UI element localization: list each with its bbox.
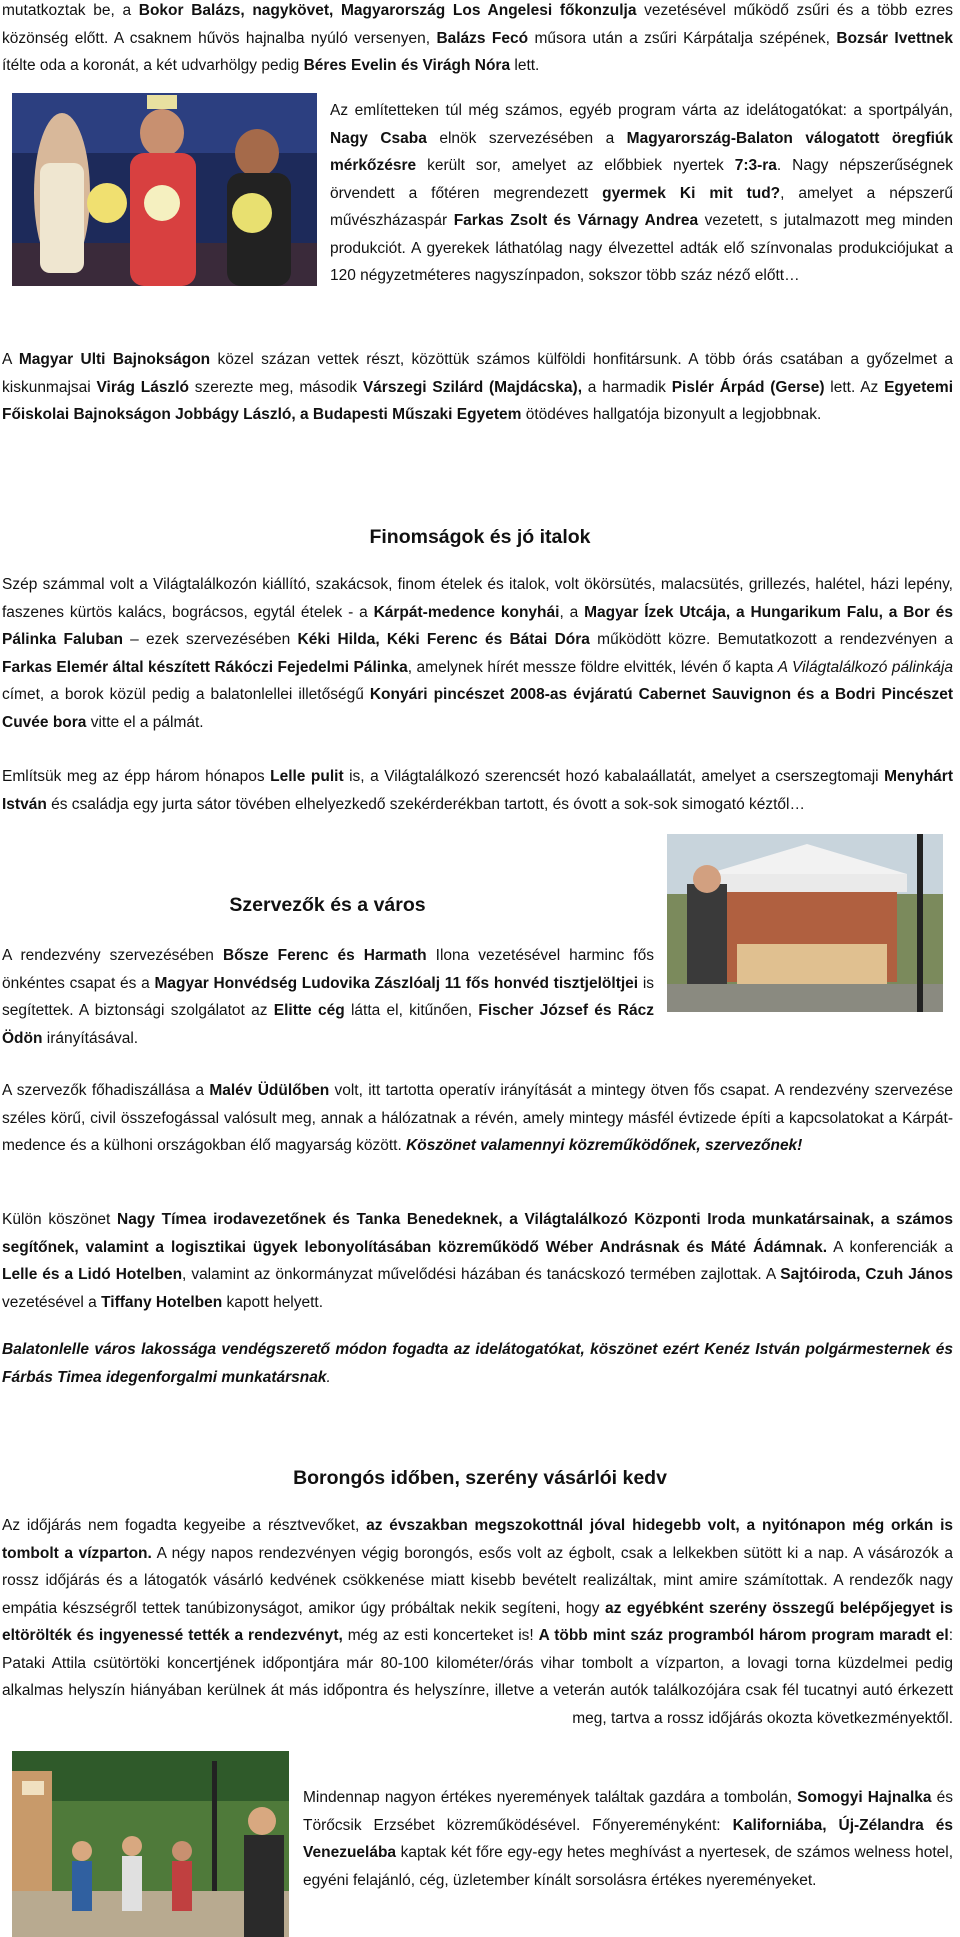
heading-finomsagok: Finomságok és jó italok	[369, 526, 591, 548]
text-run: Fischer József és Rácz Ödön	[2, 1002, 654, 1047]
text-run: ítélte oda a koronát, a két udvarhölgy pedig	[2, 57, 304, 74]
text-run: és családja egy jurta sátor tövében elhelyezkedő szekérderékban tartott, és óvott a sok-sok simogató kéztől…	[46, 795, 805, 813]
text-run: mutatkoztak be, a	[2, 2, 139, 19]
text-run: gyermek Ki mit tud?	[602, 184, 781, 202]
text-run: Balatonlelle város lakossága vendégszerető módon fogadta az idelátogatókat, köszönet ezért Kenéz István polgármesternek és Fárbás Timea idegenforgalmi munkatársnak	[2, 1341, 953, 1386]
text-run: Köszönet valamennyi közreműködőnek, szervezőnek!	[406, 1137, 803, 1154]
intro-paragraph-2	[330, 97, 953, 290]
text-run: irányításával.	[42, 1029, 139, 1047]
text-run: közel százan vettek részt, közöttük számos külföldi honfitársunk. A több órás csatában a győzelmet a kiskunmajsai	[2, 351, 953, 396]
text-run: Ilona vezetésével harminc fős önkéntes csapat és a	[2, 947, 654, 992]
text-run: . Nagy népszerűségnek örvendett a főtéren megrendezett	[330, 157, 953, 202]
text-run: Nagy Tímea irodavezetőnek és Tanka Benedeknek, a Világtalálkozó Központi Iroda munkatársainak, a számos segítőnek, valamint a logisztikai ügyek lebonyolításában közreműködő Wéber Andrásnak és Máté Ádámnak.	[2, 1211, 953, 1256]
text-run: Malév Üdülőben	[209, 1082, 330, 1099]
text-run: kaptak két főre egy-egy hetes meghívást a nyertesek, de számos welness hotel, egyéni felajánló, cég, üzletember kínált sorsolásra értékes nyereményeket.	[303, 1844, 953, 1889]
finomsagok-paragraph-2	[2, 763, 953, 818]
text-run: Kaliforniába, Új-Zélandra és Venezuelába	[303, 1816, 953, 1861]
text-run: vitte el a pálmát.	[86, 713, 204, 731]
szervezok-paragraph-1	[2, 942, 654, 1052]
text-run: Balázs Fecó	[436, 29, 529, 47]
text-run: Magyar Ulti Bajnokságon	[18, 351, 211, 368]
text-run: Említsük meg az épp három hónapos	[2, 768, 271, 785]
text-run: Elitte cég	[273, 1002, 345, 1019]
text-run: Lelle pulit	[270, 768, 344, 785]
text-run: lett.	[510, 57, 540, 74]
text-run: A több mint száz programból három program maradt el	[538, 1627, 949, 1644]
photo-beauty-queens	[12, 93, 317, 286]
text-run: az évszakban megszokottnál jóval hidegebb volt, a nyitónapon még orkán is tombolt a vízparton.	[2, 1517, 953, 1562]
text-run: Magyar Ízek Utcája, a Hungarikum Falu, a Bor és Pálinka Faluban	[2, 603, 954, 648]
text-run: Az említetteken túl még számos, egyéb program várta az idelátogatókat: a sportpályán,	[330, 102, 953, 119]
text-run: Külön köszönet	[2, 1211, 118, 1228]
text-run: az egyébként szerény összegű belépőjegyet is eltörölték és ingyenessé tették a rendezvényt,	[2, 1599, 953, 1644]
text-run: Kéki Hilda, Kéki Ferenc és Bátai Dóra	[297, 631, 590, 648]
text-run: Magyar Honvédség Ludovika Zászlóalj 11 fős honvéd tisztjelöltjei	[154, 974, 639, 992]
text-run: elnök szervezésében a	[426, 129, 627, 147]
text-run: kapott helyett.	[222, 1293, 324, 1311]
text-run: Lelle és a Lidó Hotelben	[2, 1266, 183, 1283]
text-run: Konyári pincészet 2008-as évjáratú Cabernet Sauvignon és a Bodri Pincészet Cuvée bora	[2, 686, 953, 731]
borongos-paragraph-1	[2, 1512, 953, 1732]
photo-festival-crowd	[12, 1751, 289, 1937]
text-run: A rendezvény szervezésében	[2, 947, 223, 964]
text-run: Bősze Ferenc és Harmath	[222, 947, 427, 964]
text-run: A konferenciák a	[827, 1238, 953, 1256]
text-run: A Világtalálkozó pálinkája	[777, 658, 954, 676]
text-run: címet, a borok közül pedig a balatonlellei illetőségű	[2, 686, 370, 703]
borongos-paragraph-2	[303, 1784, 953, 1894]
text-run: Kárpát-medence konyhái	[373, 603, 560, 621]
text-run: működött közre. Bemutatkozott a rendezvényen a	[589, 631, 954, 648]
text-run: Egyetemi Főiskolai Bajnokságon Jobbágy László, a Budapesti Műszaki Egyetem	[2, 378, 953, 423]
text-run: Farkas Elemér által készített Rákóczi Fejedelmi Pálinka	[2, 658, 408, 676]
text-run: Somogyi Hajnalka	[797, 1789, 932, 1806]
text-run: , amelyet a népszerű művészházaspár	[330, 184, 954, 229]
heading-szervezok: Szervezők és a város	[229, 894, 426, 916]
text-run: , a	[559, 603, 585, 621]
text-run: A szervezők főhadiszállása a	[2, 1082, 210, 1099]
text-run: Bozsár Ivettnek	[836, 29, 954, 47]
photo-market-tents	[667, 834, 943, 1012]
text-run: Várszegi Szilárd (Majdácska),	[362, 378, 583, 396]
text-run: a harmadik	[582, 378, 672, 396]
text-run: – ezek szervezésében	[122, 631, 298, 648]
text-run: Tiffany Hotelben	[101, 1293, 223, 1311]
text-run: került sor, amelyet az előbbiek nyertek	[416, 157, 735, 174]
text-run: A	[2, 351, 19, 368]
text-run: vezetésével a	[2, 1293, 102, 1311]
szervezok-paragraph-3	[2, 1206, 953, 1316]
text-run: Farkas Zsolt és Várnagy Andrea	[453, 212, 699, 229]
text-run: , amelynek hírét messze földre elvitték, lévén ő kapta	[407, 658, 778, 676]
text-run: volt, itt tartotta operatív irányítását a mintegy ötven fős csapat. A rendezvény szervezése széles körű, civil összefogással valósult meg, annak a hálózatnak a révén, amely mintegy másfél évtizede építi a kapcsolatokat a Kárpát-medence és a külhoni országokban élő magyarság között.	[2, 1082, 953, 1154]
text-run: : Pataki Attila csütörtöki koncertjének időpontjára már 80-100 kilométer/órás vihar tombolt a vízparton, a lovagi torna küzdelmei pedig alkalmas helyszín hiányában kerülnek át más időpontra és helyszínre, illetve a veterán autók találkozójára csak fél tucatnyi autó érkezett meg, tartva a rossz időjárás okozta következményektől.	[2, 1627, 954, 1727]
text-run: .	[326, 1368, 331, 1386]
text-run: Mindennap nagyon értékes nyeremények találtak gazdára a tombolán,	[303, 1789, 798, 1806]
text-run: szerezte meg, második	[189, 378, 363, 396]
text-run: , valamint az önkormányzat művelődési házában és tanácskozó termében zajlottak. A	[182, 1266, 781, 1283]
szervezok-paragraph-4	[2, 1336, 953, 1391]
text-run: műsora után a zsűri Kárpátalja szépének,	[528, 29, 837, 47]
text-run: és Törőcsik Erzsébet közreműködésével. Főnyereményként:	[303, 1789, 953, 1834]
text-run: látta el, kitűnően,	[344, 1002, 479, 1019]
szervezok-paragraph-2	[2, 1077, 953, 1160]
text-run: is segítettek. A biztonsági szolgálatot az	[2, 974, 655, 1019]
text-run: vezetésével működő zsűri és a több ezres közönség előtt. A csaknem hűvös hajnalba nyúló versenyen,	[2, 2, 953, 47]
text-run: Pislér Árpád (Gerse)	[671, 378, 825, 396]
text-run: Bokor Balázs, nagykövet, Magyarország Los Angelesi főkonzulja	[138, 2, 637, 19]
text-run: Virág László	[96, 378, 189, 396]
text-run: Az időjárás nem fogadta kegyeibe a résztvevőket,	[2, 1517, 367, 1534]
intro-paragraph-3	[2, 346, 953, 429]
text-run: Nagy Csaba	[330, 129, 427, 147]
text-run: ötödéves hallgatója bizonyult a legjobbnak.	[521, 406, 822, 423]
text-run: lett. Az	[824, 378, 885, 396]
text-run: vezetett, s jutalmazott meg minden produkciót. A gyerekek láthatólag nagy élvezettel adták elő színvonalas produkciójukat a 120 négyzetméteres nagyszínpadon, sokszor több száz néző előtt…	[330, 212, 954, 284]
text-run: is, a Világtalálkozó szerencsét hozó kabalaállatát, amelyet a cserszegtomaji	[343, 768, 885, 785]
text-run: A négy napos rendezvényen végig borongós, esős volt az égbolt, csak a lelkekben sütött ki a nap. A vásározók a rossz időjárás és a látogatók vásárló kedvének csökkenése miatt kisebb bevételt realizáltak, mint amire számítottak. A rendezők nagy empátia készségről tettek tanúbizonyságot, amikor úgy próbáltak nekik segíteni, hogy	[2, 1544, 954, 1617]
text-run: Béres Evelin és Virágh Nóra	[303, 57, 511, 74]
text-run: Sajtóiroda, Czuh János	[780, 1266, 953, 1283]
text-run: még az esti koncerteket is!	[342, 1627, 539, 1644]
text-run: Magyarország-Balaton válogatott öregfiúk mérkőzésre	[330, 129, 954, 174]
intro-paragraph-1	[2, 0, 953, 80]
text-run: Menyhárt István	[2, 768, 953, 813]
text-run: 7:3-ra	[734, 157, 777, 174]
text-run: Szép számmal volt a Világtalálkozón kiállító, szakácsok, finom ételek és italok, volt ökörsütés, malacsütés, grillezés, halétel, házi lepény, faszenes kürtös kalács, bográcsos, egytál ételek - a	[2, 576, 953, 621]
finomsagok-paragraph-1	[2, 571, 953, 736]
heading-borongos: Borongós időben, szerény vásárlói kedv	[293, 1467, 667, 1489]
